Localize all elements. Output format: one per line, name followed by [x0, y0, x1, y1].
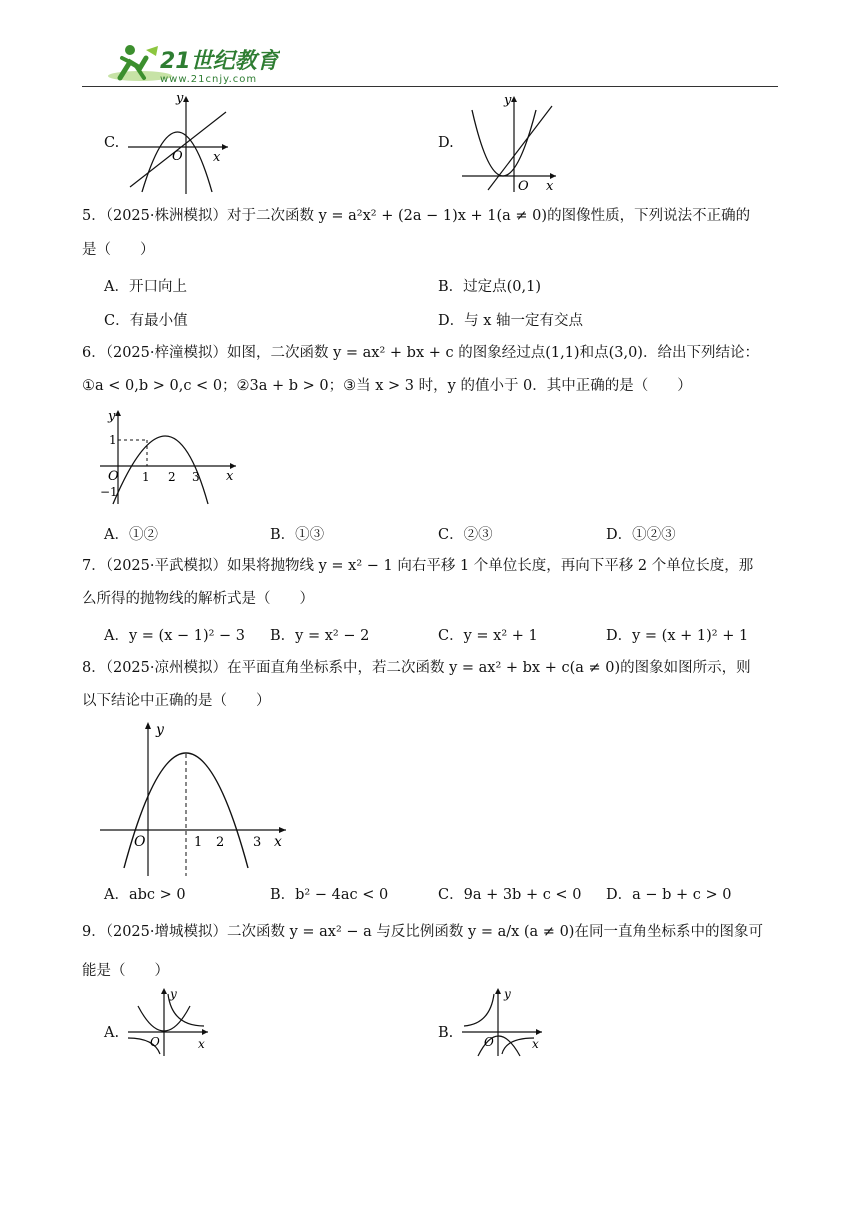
graph-label-origin: O	[150, 1035, 160, 1049]
q5-option-a: A．开口向上	[104, 279, 187, 295]
q5-stem-line2: 是（ ）	[82, 242, 155, 258]
graph-label-y: y	[504, 93, 512, 108]
q5-option-d: D．与 x 轴一定有交点	[438, 313, 584, 329]
q6-option-a: A．①②	[104, 527, 158, 543]
graph-label-y: y	[176, 92, 184, 106]
graph-label-x: x	[213, 150, 221, 165]
graph-label-x: x	[198, 1037, 205, 1051]
q8-graph	[98, 718, 290, 878]
q4-graph-c	[120, 92, 235, 197]
graph-label-x: x	[274, 834, 282, 850]
graph-label-y: y	[156, 722, 164, 738]
tick-2-x: 2	[168, 470, 176, 484]
q6-option-b: B．①③	[270, 527, 325, 543]
q9-option-a-label: A.	[104, 1025, 120, 1041]
logo-url-text: www.21cnjy.com	[160, 74, 258, 85]
q9-graph-a	[124, 986, 214, 1058]
q6-stem-line1: 6．（2025·梓潼模拟）如图，二次函数 y = ax² + bx + c 的图象经过点(1,1)和点(3,0)．给出下列结论：	[82, 345, 759, 361]
q7-stem-line2: 么所得的抛物线的解析式是（ ）	[82, 591, 314, 607]
q4-option-d-label: D.	[438, 135, 454, 151]
tick-2-x: 2	[216, 835, 225, 850]
q4-option-c-label: C.	[104, 135, 120, 151]
q7-option-a: A．y = (x − 1)² − 3	[104, 628, 246, 644]
q4-graph-d	[458, 92, 563, 197]
graph-label-x: x	[532, 1037, 539, 1051]
q7-stem-line1: 7．（2025·平武模拟）如果将抛物线 y = x² − 1 向右平移 1 个单位长度，再向下平移 2 个单位长度，那	[82, 558, 754, 574]
q6-option-d: D．①②③	[606, 527, 676, 543]
tick-3-x: 3	[192, 470, 200, 484]
q5-stem-line1: 5．（2025·株洲模拟）对于二次函数 y = a²x² + (2a − 1)x + 1(a ≠ 0)的图像性质，下列说法不正确的	[82, 208, 751, 224]
graph-label-origin: O	[134, 834, 146, 850]
graph-label-origin: O	[518, 179, 529, 194]
tick-3-x: 3	[253, 835, 262, 850]
q7-option-b: B．y = x² − 2	[270, 628, 370, 644]
header-rule	[82, 86, 778, 87]
q7-option-c: C．y = x² + 1	[438, 628, 538, 644]
q9-stem-line1: 9．（2025·增城模拟）二次函数 y = ax² − a 与反比例函数 y = a/x (a ≠ 0)在同一直角坐标系中的图象可	[82, 924, 763, 940]
graph-label-y: y	[170, 987, 177, 1001]
graph-label-origin: O	[108, 469, 119, 484]
graph-label-x: x	[226, 469, 234, 484]
logo-graphic	[100, 40, 280, 86]
graph-label-origin: O	[172, 149, 183, 164]
q7-option-d: D．y = (x + 1)² + 1	[606, 628, 749, 644]
q9-option-b-label: B.	[438, 1025, 454, 1041]
q9-stem-line2: 能是（ ）	[82, 963, 169, 979]
q5-option-b: B．过定点(0,1)	[438, 279, 542, 295]
q9-graph-b	[458, 986, 548, 1058]
graph-label-origin: O	[484, 1035, 494, 1049]
q8-option-a: A．abc > 0	[104, 887, 186, 903]
q6-option-c: C．②③	[438, 527, 493, 543]
graph-label-y: y	[504, 987, 511, 1001]
tick-1-y: 1	[109, 433, 117, 447]
q6-stem-line2: ①a < 0,b > 0,c < 0；②3a + b > 0；③当 x > 3 时，y 的值小于 0．其中正确的是（ ）	[82, 378, 692, 394]
q8-option-d: D．a − b + c > 0	[606, 887, 732, 903]
q6-graph	[96, 408, 246, 508]
q8-option-b: B．b² − 4ac < 0	[270, 887, 389, 903]
tick-1-x: 1	[142, 470, 150, 484]
q8-option-c: C．9a + 3b + c < 0	[438, 887, 582, 903]
q5-option-c: C．有最小值	[104, 313, 188, 329]
q8-stem-line2: 以下结论中正确的是（ ）	[82, 693, 271, 709]
tick-1-x: 1	[194, 835, 203, 850]
graph-label-y: y	[108, 409, 116, 424]
tick-neg1-y: −1	[100, 485, 118, 499]
q8-stem-line1: 8．（2025·凉州模拟）在平面直角坐标系中，若二次函数 y = ax² + bx + c(a ≠ 0)的图象如图所示，则	[82, 660, 751, 676]
site-logo	[100, 40, 280, 86]
graph-label-x: x	[546, 179, 554, 194]
logo-text: 21世纪教育	[160, 49, 279, 74]
